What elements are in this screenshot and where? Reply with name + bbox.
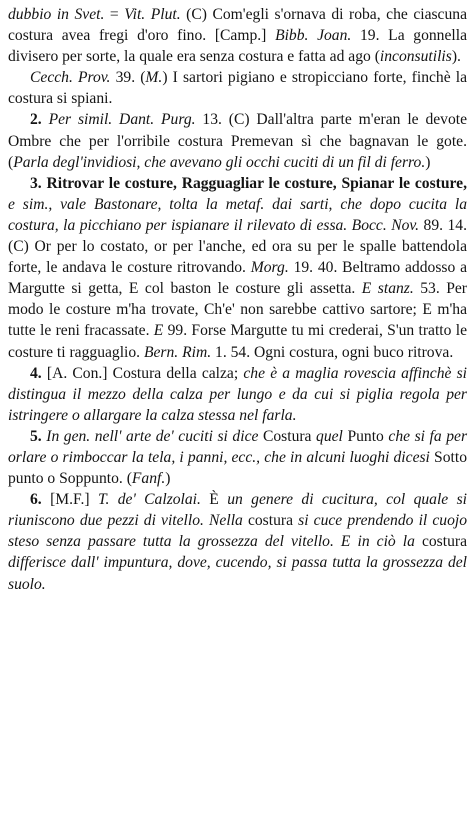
text-segment: E: [153, 322, 164, 340]
text-segment: Morg.: [250, 259, 289, 277]
text-segment: E stanz.: [361, 280, 414, 298]
text-segment: ).: [451, 48, 461, 66]
text-segment: 53. Per modo le costure m'ha trovate, Ch'e' non sarebbe cattivo sartore; E m'ha tutte le reni fracassate.: [8, 280, 467, 340]
text-segment: costura: [414, 533, 467, 551]
text-segment: Punto: [342, 427, 389, 445]
text-segment: 1. 54. Ogni costura, ogni buco ritrova.: [211, 343, 454, 361]
text-segment: 19. La gonnella divisero per sorte, la quale era senza costura e fatta ad ago (: [8, 27, 467, 66]
text-segment: 89. 14. (C) Or per lo costato, or per l'anche, ed ora su per le spalle battendola forte, le andava le costure ritrovando.: [8, 216, 467, 277]
text-segment: ): [425, 153, 431, 171]
text-segment: In gen. nell' arte de' cuciti si dice: [46, 427, 259, 445]
text-segment: È: [200, 491, 228, 509]
entry-paragraph-p3: [8, 173, 467, 363]
text-segment: 3. Ritrovar le costure, Ragguagliar le costure, Spianar le costure,: [30, 174, 467, 192]
entry-paragraph-p4: [8, 363, 467, 426]
text-segment: 4.: [30, 364, 47, 382]
text-segment: Sotto punto o Soppunto. (: [8, 448, 467, 488]
text-segment: Vit. Plut.: [124, 6, 181, 23]
dictionary-entry-costura: [8, 4, 467, 595]
text-segment: [M.F.]: [50, 491, 98, 509]
text-segment: 5.: [30, 427, 47, 445]
text-segment: Parla degl'invidiosi, che avevano gli occhi cuciti di un fil di ferro.: [13, 153, 426, 171]
text-segment: ) I sartori pigiano e stropicciano forte, finchè la costura si spiani.: [8, 69, 468, 108]
text-segment: ): [165, 470, 171, 488]
text-segment: (C) Com'egli s'ornava di roba, che ciascuna costura avea fregi d'oro fino. [Camp.]: [8, 6, 467, 45]
text-segment: 99. Forse Margutte tu mi crederai, S'un tratto le costure ti ragguaglio.: [8, 322, 467, 361]
text-segment: 2.: [30, 111, 49, 129]
text-segment: 6.: [30, 491, 51, 509]
text-segment: T. de' Calzolai.: [97, 491, 201, 509]
text-segment: Bern. Rim.: [143, 343, 212, 361]
text-segment: si cuce prendendo il cuojo steso senza passare tutta la grossezza del vitello. E in ciò la: [8, 512, 468, 551]
text-segment: un genere di cucitura, col quale si riuniscono due pezzi di vitello. Nella: [8, 491, 467, 530]
text-segment: costura: [242, 512, 299, 530]
entry-paragraph-p0: [8, 4, 467, 67]
text-segment: differisce dall' impuntura, dove, cucendo, si passa tutta la grossezza del suolo.: [8, 554, 467, 593]
text-segment: Fanf.: [131, 470, 166, 488]
text-segment: che è a maglia rovescia affinchè si distingua il mezzo della calza per lungo e da cui si piglia regola per istringere o allargare la calza stessa nel farla.: [8, 364, 467, 424]
text-segment: =: [109, 6, 125, 23]
entry-paragraph-p1: [8, 67, 467, 109]
text-segment: 13. (C) Dall'altra parte m'eran le devote Ombre che per l'orribile costura Premevan sì che bagnavan le gote. (: [8, 111, 468, 171]
text-segment: Cecch. Prov.: [30, 69, 111, 87]
entry-paragraph-p2: [8, 109, 467, 172]
text-segment: 19. 40. Beltramo addosso a Margutte si getta, E col baston le costure gli assetta.: [8, 259, 467, 298]
text-segment: dubbio in Svet.: [8, 6, 110, 23]
text-segment: e sim., vale Bastonare, tolta la metaf. dai sarti, che dopo cucita la costura, la picchiano per ispianare il rilevato di essa. Bocc. Nov.: [8, 195, 467, 234]
text-segment: che si fa per orlare o rimboccar la tela, i panni, ecc., che in alcuni luoghi dicesi: [8, 427, 468, 466]
text-segment: Per simil. Dant. Purg.: [48, 111, 196, 129]
text-segment: Bibb. Joan.: [275, 27, 352, 45]
text-segment: [A. Con.] Costura della calza;: [46, 364, 244, 382]
entry-paragraph-p6: [8, 489, 467, 594]
entry-paragraph-p5: [8, 426, 467, 489]
text-segment: quel: [316, 427, 343, 445]
text-segment: 39. (: [110, 69, 146, 87]
text-segment: inconsutilis: [379, 48, 452, 66]
text-segment: Costura: [258, 427, 317, 445]
text-segment: M.: [145, 69, 163, 87]
